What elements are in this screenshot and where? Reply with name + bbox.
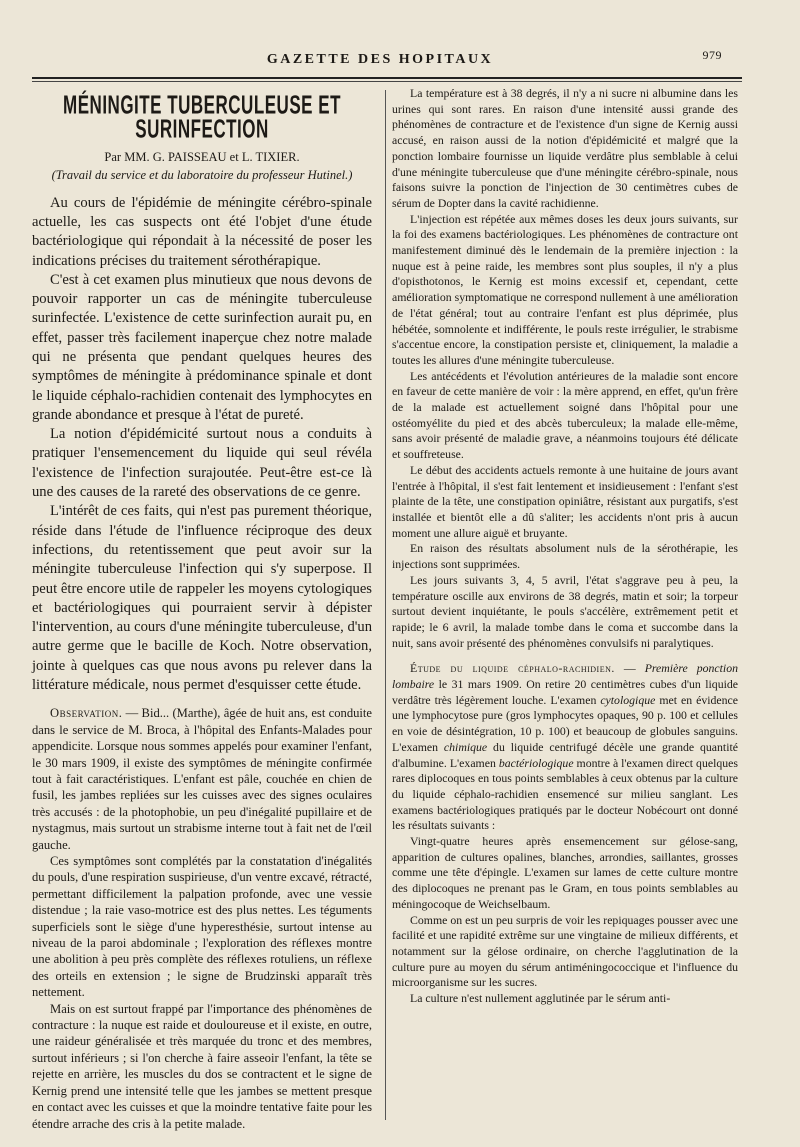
left-column bbox=[32, 90, 372, 1132]
study-text: met en évidence une lymphocytose pure (gros lymphocytes opaques, 90 p. 100 et cellules en voie de désintégration, 10 p. 100) et beaucoup de globules sanguins. L'examen bbox=[392, 692, 738, 754]
right-column bbox=[392, 86, 738, 1007]
study-text: montre à l'examen direct quelques rares diplocoques en tous points semblables à ceux obtenus par la culture du liquide céphalo-rachidien ensemencé sur milieu sanglant. Les examens bactériologiques pratiqués par le docteur Nobécourt ont donné les résultats suivants : bbox=[392, 755, 738, 833]
paragraph: En raison des résultats absolument nuls de la sérothérapie, les injections sont supprimées. bbox=[392, 541, 738, 572]
page-number: 979 bbox=[702, 48, 722, 62]
paragraph: Les jours suivants 3, 4, 5 avril, l'état s'aggrave peu à peu, la température oscille aux environs de 38 degrés, matin et soir; la torpeur surtout devient inquiétante, le pouls s'accélère, extrêmement petit et rapide; le 6 avril, la malade tombe dans le coma et succombe dans la nuit, sans avoir présenté des phénomènes convulsifs ni paralytiques. bbox=[392, 572, 738, 650]
journal-title: GAZETTE DES HOPITAUX bbox=[266, 52, 494, 67]
observation-paragraph bbox=[32, 705, 372, 853]
cytology-term: cytologique bbox=[600, 692, 656, 707]
paragraph: Les antécédents et l'évolution antérieures de la maladie sont encore en faveur de cette manière de voir : la mère apprend, en effet, qu'un frère de la malade est actuellement soigné dans l'hôpital pour une ostéomyélite du pied et des abcès tuberculeux; la malade elle-même, sans avoir présenté de maladie grave, a néanmoins toujours été délicate et souffreteuse. bbox=[392, 368, 738, 462]
paragraph: La température est à 38 degrés, il n'y a ni sucre ni albumine dans les urines qui sont rares. En raison d'une intensité aussi grande des phénomènes de contracture et de l'existence d'un signe de Kernig aussi accusé, en raison aussi de la notion d'épidémicité et malgré que la ponction lombaire fournisse un liquide verdâtre plus semblable à celui d'une méningite tuberculeuse que d'une méningite cérébro-spinale, nous faisons suivre la ponction de l'injection de 30 centimètres cubes de sérum de Dopter dans la cavité rachidienne. bbox=[392, 86, 738, 210]
paragraph: Le début des accidents actuels remonte à une huitaine de jours avant l'entrée à l'hôpital, il s'est fait lentement et insidieusement : l'enfant s'est plainte de la tête, une constipation opiniâtre, résistant aux purgatifs, s'est installée et bientôt elle a dû s'aliter; les accidents n'ont pris à aucun moment une allure aiguë et bruyante. bbox=[392, 462, 738, 540]
study-text: le 31 mars 1909. On retire 20 centimètres cubes d'un liquide verdâtre très légèrement louche. L'examen bbox=[392, 677, 738, 707]
paragraph: Vingt-quatre heures après ensemencement sur gélose-sang, apparition de cultures opalines, blanches, arrondies, saillantes, grosses comme une tête d'épingle. L'examen sur lames de cette culture montre des diplocoques ne prenant pas le Gram, en tous points semblables au méningocoque de Weichselbaum. bbox=[392, 834, 738, 911]
running-head bbox=[0, 48, 800, 72]
header-rule bbox=[32, 77, 742, 79]
observation-text: — Bid... (Marthe), âgée de huit ans, est conduite dans le service de M. Broca, à l'hôpital des Enfants-Malades pour appendicite. Lorsque nous sommes appelés pour examiner l'enfant, le 30 mars 1909, il existe des symptômes de méningite confirmée tout à fait caractéristiques. L'enfant est pâle, couchée en chien de fusil, les jambes repliées sur les cuisses avec des signes oculaires très accusés : de la photophobie, un peu d'inégalité pupillaire et de nystagmus, mais surtout un strabisme interne tout à fait net de l'œil gauche. bbox=[32, 706, 372, 852]
paragraph: Mais on est surtout frappé par l'importance des phénomènes de contracture : la nuque est raide et douloureuse et il existe, en outre, une raideur généralisée et très marquée du tronc et des membres, surtout inférieurs ; si l'on cherche à faire asseoir l'enfant, la tête se rejette en arrière, les muscles du dos se contractent et le signe de Kernig prend une intensité telle que les jambes se mettent presque en contact avec les cuisses et que la moindre tentative faite pour les étendre arrache des cris à la petite malade. bbox=[32, 1001, 372, 1131]
paragraph: La notion d'épidémicité surtout nous a conduits à pratiquer l'ensemencement du liquide qui seul révéla l'existence de l'infection surajoutée. Peut-être est-ce là une des causes de la rareté des observations de ce genre. bbox=[32, 426, 372, 501]
article-affiliation: (Travail du service et du laboratoire du professeur Hutinel.) bbox=[51, 168, 353, 183]
chemistry-term: chimique bbox=[443, 739, 488, 754]
study-first-puncture: Première ponction lombaire bbox=[392, 661, 739, 692]
article-title: MÉNINGITE TUBERCULEUSE ET SURINFECTION bbox=[63, 90, 341, 144]
paragraph: Ces symptômes sont complétés par la constatation d'inégalités du pouls, d'une respiration suspirieuse, d'un ventre excavé, rétracté, permettant difficilement la palpation profonde, avec une vessie distendue ; la raie vaso-motrice est des plus nettes. Les téguments superficiels sont le siège d'une hyperesthésie, surtout intense au niveau de la paroi abdominale ; l'exploration des réflexes montre une abolition à peu près complète des réflexes rotuliens, un réflexe des orteils en extension ; le signe de Brudzinski apparaît très nettement. bbox=[32, 854, 372, 1000]
paragraph: La culture n'est nullement agglutinée par le sérum anti- bbox=[410, 991, 671, 1006]
column-divider bbox=[385, 90, 386, 1120]
paragraph: L'intérêt de ces faits, qui n'est pas purement théorique, réside dans l'étude de l'influence réciproque des deux infections, du retentissement que peut avoir sur la méningite tuberculeuse l'infection qui s'y superpose. Il peut être encore utile de rappeler les moyens cytologiques et bactériologiques qui pourraient servir à dépister l'intervention, au cours d'une méningite tuberculeuse, d'un autre germe que le bacille de Koch. Notre observation, jointe à quelques cas que nous avons pu relever dans la littérature médicale, nous permet d'esquisser cette étude. bbox=[32, 503, 372, 694]
header-rule-thin bbox=[32, 81, 742, 82]
introduction bbox=[32, 194, 372, 696]
study-dash: — bbox=[614, 661, 645, 676]
article-authors: Par MM. G. PAISSEAU et L. TIXIER. bbox=[104, 149, 300, 164]
paragraph: L'injection est répétée aux mêmes doses les deux jours suivants, sur la foi des examens bactériologiques. Les phénomènes de contracture ont manifestement diminué dès le lendemain de la première injection : la nuque est à peine raide, les membres sont plus souples, il n'y a plus d'opisthotonos, le Kernig est moins excessif et, cependant, cette amélioration symptomatique ne correspond nullement à une amélioration de l'état général; tout au contraire l'enfant est plus déprimée, plus hébétée, somnolente et indifférente, le pouls reste irrégulier, le strabisme s'accentue encore, la constipation persiste et, cliniquement, la maladie a toutes les allures d'une méningite tuberculeuse. bbox=[392, 211, 738, 367]
csf-study-paragraph bbox=[392, 661, 738, 834]
observation-label: Observation. bbox=[50, 706, 123, 721]
paragraph: C'est à cet examen plus minutieux que nous devons de pouvoir rapporter un cas de méningite tuberculeuse surinfectée. L'existence de cette surinfection aurait pu, en effet, passer très facilement inaperçue chez notre malade qui ne présenta que pendant quelques heures des symptômes de méningite à prédominance spinale et dont le liquide céphalo-rachidien contenait des lymphocytes en grande abondance et presque à l'état de pureté. bbox=[32, 271, 372, 423]
bacteriology-term: bactériologique bbox=[498, 755, 574, 770]
study-text: du liquide centrifugé décèle une grande quantité d'albumine. L'examen bbox=[392, 739, 738, 770]
paragraph: Au cours de l'épidémie de méningite cérébro-spinale actuelle, les cas suspects ont été l'objet d'une étude bactériologique qui répondait à la nécessité de poser les indications précises du traitement sérothérapique. bbox=[32, 194, 372, 269]
study-label: Étude du liquide céphalo-rachidien. bbox=[410, 661, 615, 676]
paragraph: Comme on est un peu surpris de voir les repiquages pousser avec une facilité et une rapidité extrême sur une vingtaine de milieux différents, et notamment sur la gélose ordinaire, on cherche l'agglutination de la culture pure au moyen du sérum antiméningococcique et l'influence du microorganisme sur les sucres. bbox=[392, 912, 738, 990]
